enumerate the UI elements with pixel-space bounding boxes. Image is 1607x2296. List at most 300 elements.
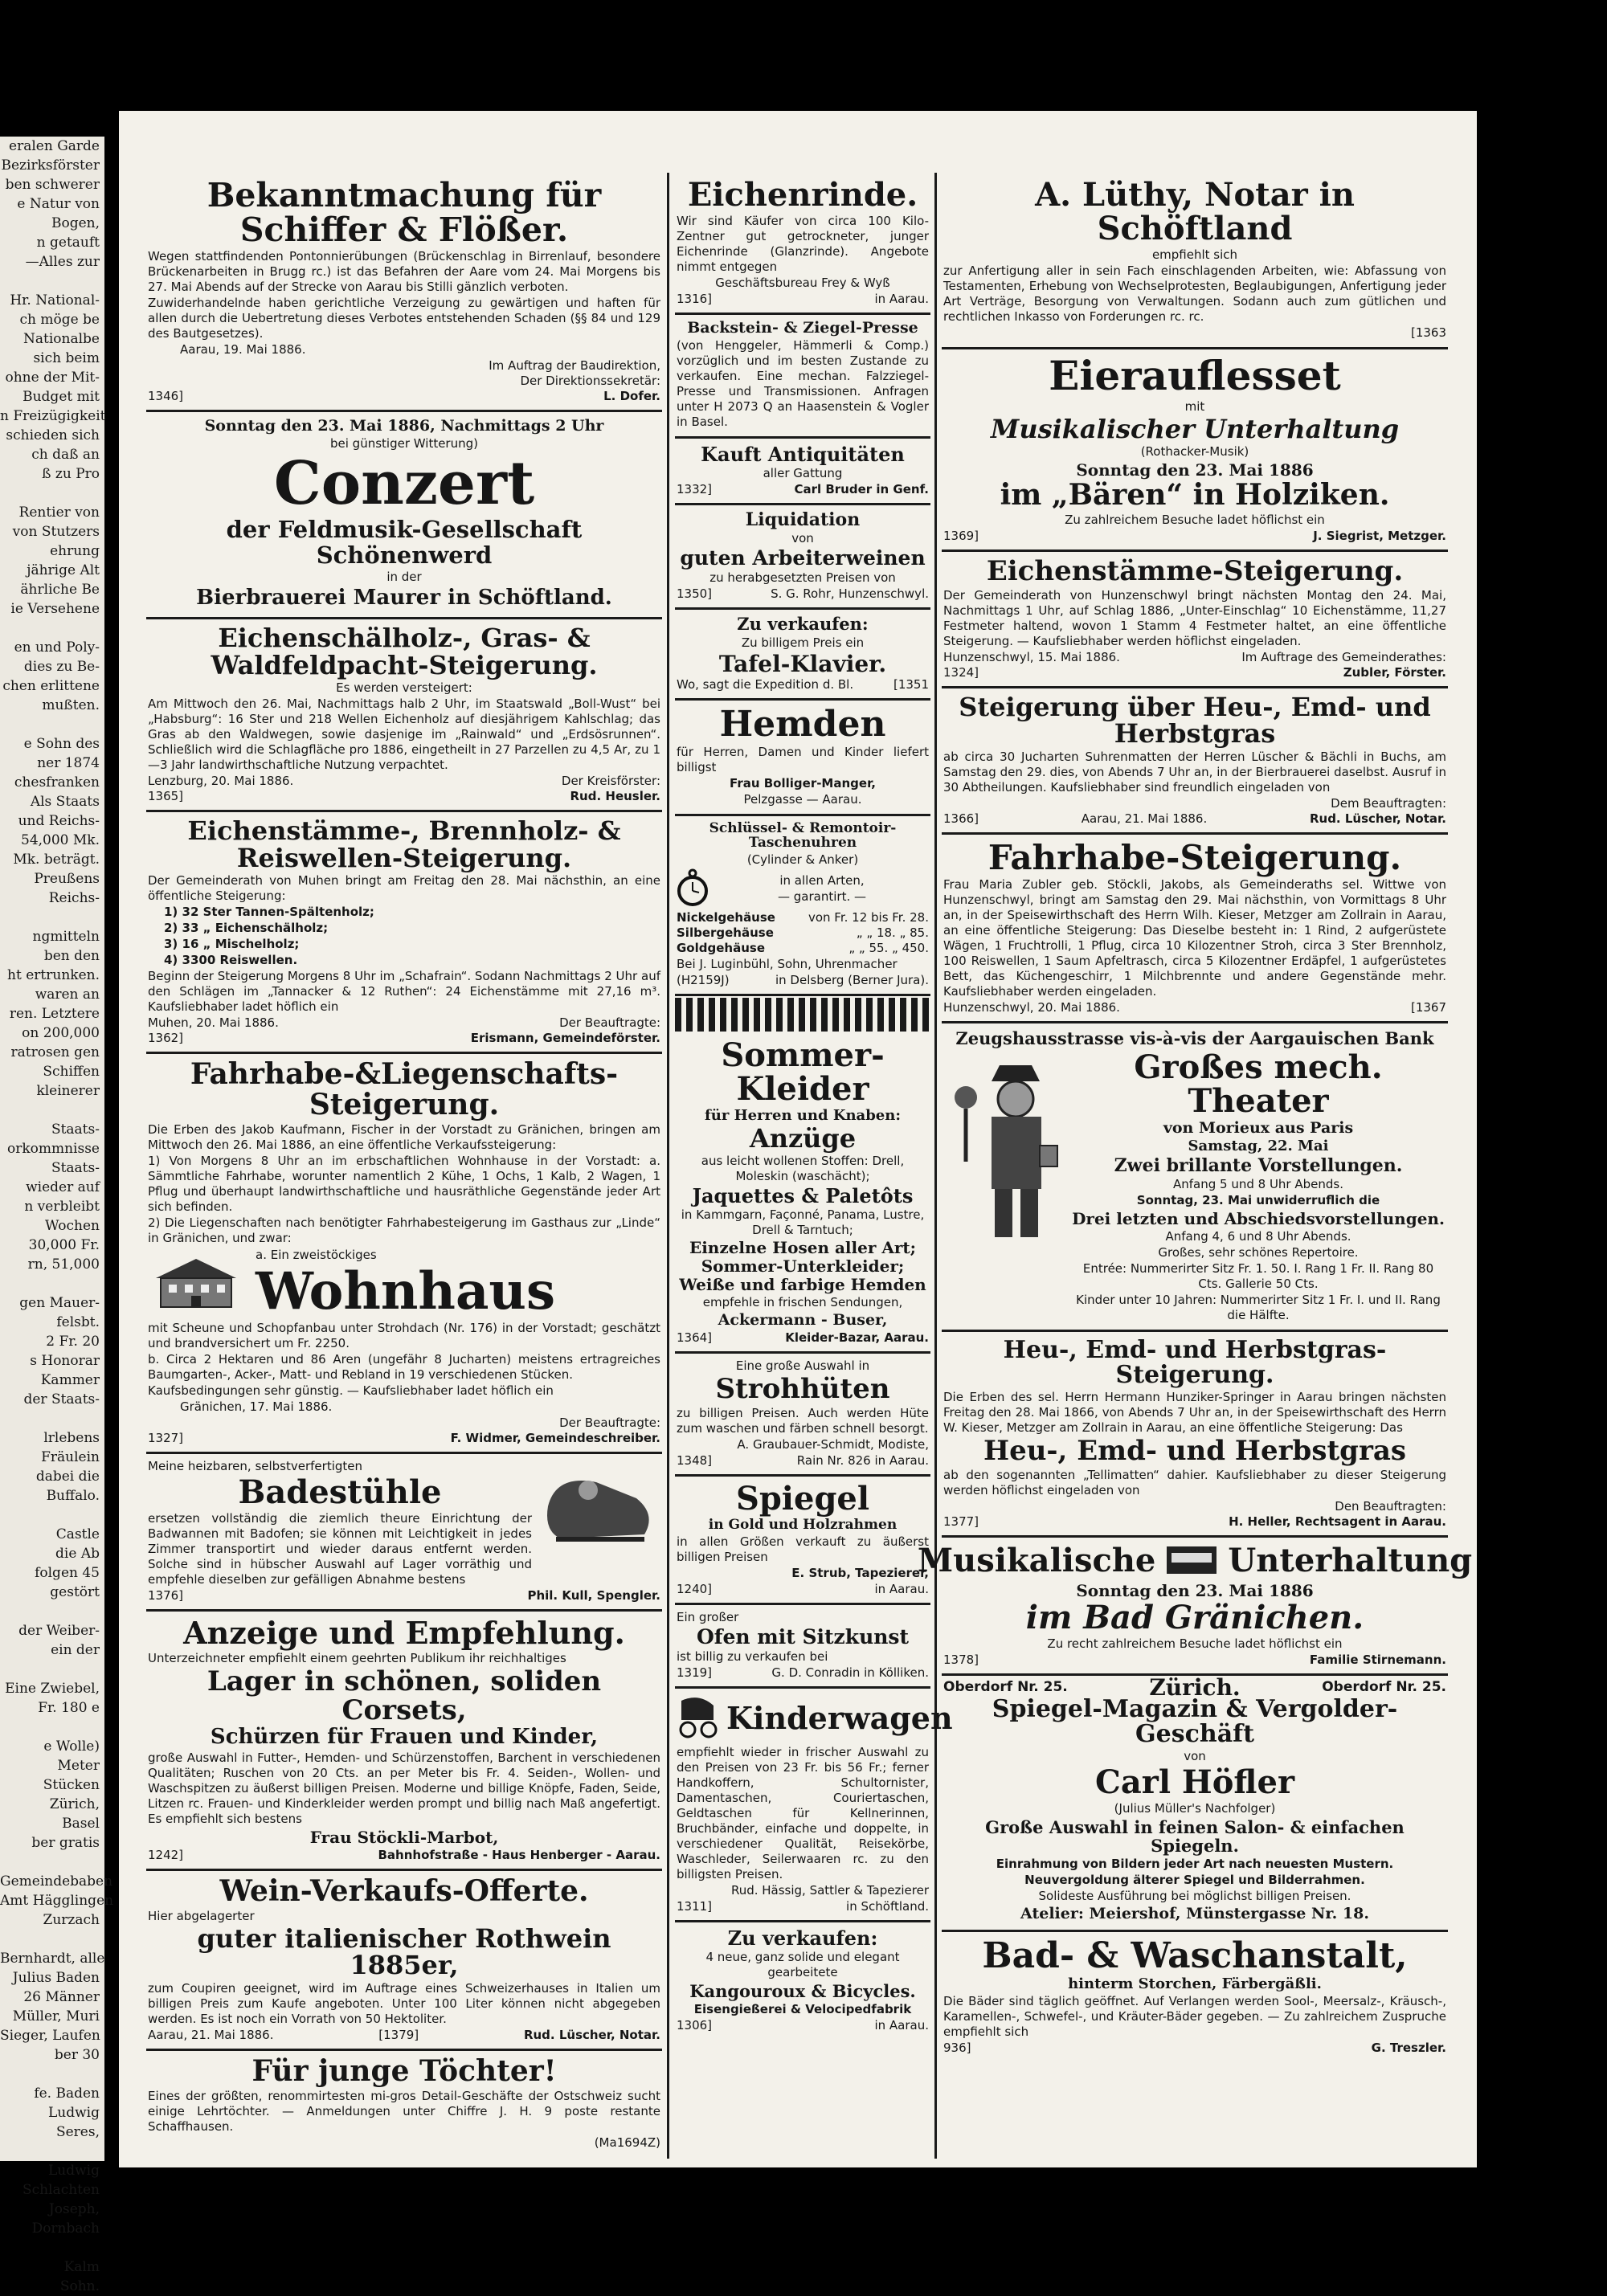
- ad-body: mit Scheune und Schopfanbau unter Strohdach (Nr. 176) in der Vorstadt; geschätzt und brandversichert um Fr. 2250.: [148, 1321, 660, 1351]
- ad-title: Spiegel-Magazin & Vergolder-Geschäft: [992, 1694, 1398, 1749]
- margin-text-line: ht ertrunken.: [7, 967, 100, 983]
- ad-title: Kinderwagen: [726, 1699, 953, 1736]
- ad-number: [1351: [893, 676, 929, 692]
- ad-subtitle: empfiehlt sich: [1151, 247, 1238, 262]
- margin-text-line: waren an: [35, 987, 100, 1003]
- pocket-watch-icon: [677, 868, 709, 910]
- ad-strohhuete: [675, 1354, 930, 1477]
- ad-big-line: Kangouroux & Bicycles.: [689, 1981, 916, 2002]
- margin-text-line: ren. Letztere: [9, 1006, 100, 1022]
- margin-text-line: [0, 484, 104, 503]
- margin-text-line: ein der: [51, 1642, 100, 1658]
- margin-text-line: e Wolle): [43, 1738, 100, 1755]
- margin-text-line: Zürich,: [49, 1796, 100, 1812]
- margin-text-line: ngmitteln: [32, 929, 100, 945]
- margin-text-line: [0, 1505, 104, 1525]
- ad-signature: Rud. Lüscher, Notar.: [1309, 811, 1446, 826]
- ad-kangouroux: [675, 1922, 930, 2039]
- margin-text-line: Buffalo.: [46, 1488, 100, 1504]
- ad-address: Kleider-Bazar, Aarau.: [785, 1330, 929, 1346]
- ad-number: 1378]: [943, 1652, 979, 1667]
- ad-title: Steigerung über Heu-, Emd- und Herbstgras: [959, 691, 1431, 750]
- ad-signature: Rud. Lüscher, Notar.: [523, 2027, 660, 2042]
- margin-text-line: Sohn.: [59, 2278, 100, 2294]
- margin-text-line: Reichs-: [48, 890, 100, 906]
- ad-eichenschaelholz: [146, 619, 662, 812]
- margin-text-line: Zurzach: [43, 1912, 100, 1928]
- ad-ziegelpresse: [675, 315, 930, 439]
- margin-text-line: ch daß an: [31, 447, 100, 463]
- ad-body: Am Mittwoch den 26. Mai, Nachmittags halb 2 Uhr, im Staatswald „Boll-Wust“ bei „Habsburg“: 16 Ster und 218 Wellen Eichenholz auf diesjährigem Kahlschlag; das Gras ab den Waldwegen, sowie dasjenige im „Rainwald“ und „Erdsösrunnen“. Schließlich wird die Schlagfläche pro 1886, eingetheilt in 27 Parzellen zu 4,5 Ar, zu 1—3 Jahr landwirthschaftliche Nutzung verpachtet.: [148, 697, 660, 773]
- ad-date: Aarau, 19. Mai 1886.: [180, 342, 306, 357]
- ad-number: [1367: [1410, 999, 1446, 1015]
- ad-big-line: Musikalischer Unterhaltung: [990, 413, 1400, 444]
- margin-text-line: Kalm: [63, 2259, 100, 2275]
- margin-text-line: ohne der Mit-: [5, 370, 100, 386]
- ad-date: Hunzenschwyl, 15. Mai 1886.: [943, 649, 1120, 664]
- ad-date: Sonntag den 23. Mai 1886: [1076, 1580, 1314, 1600]
- ad-theater: [942, 1023, 1448, 1332]
- margin-text-line: Fräulein: [41, 1449, 100, 1465]
- ad-signature: Eisengießerei & Velocipedfabrik: [693, 2002, 912, 2017]
- ad-lead: Meine heizbaren, selbstverfertigten: [148, 1459, 363, 1474]
- ad-subtitle: Zu billigem Preis ein: [741, 635, 865, 650]
- margin-text-line: chen erlittene: [2, 678, 100, 694]
- ad-signature: Rud. Hässig, Sattler & Tapezierer: [730, 1882, 929, 1898]
- ad-antiquitaeten: [675, 439, 930, 505]
- schedule-line: Großes, sehr schönes Repertoire.: [1158, 1244, 1359, 1260]
- ad-place: in Aarau.: [874, 2018, 929, 2033]
- margin-text-line: der Staats-: [23, 1391, 100, 1407]
- margin-text-line: Seres,: [55, 2124, 100, 2140]
- price-line: Entrée: Nummerirter Sitz Fr. 1. 50. I. Rang 1 Fr. II. Rang 80 Cts. Gallerie 50 Cts.: [1082, 1260, 1434, 1291]
- ad-title: Eichenstämme-, Brennholz- & Reiswellen-Steigerung.: [187, 815, 621, 873]
- ad-authority: Der Beauftragte:: [559, 1416, 660, 1431]
- ad-title: Fahrhabe-&Liegenschafts-Steigerung.: [190, 1057, 619, 1122]
- ad-musik-unterhaltung: [917, 1538, 1473, 1676]
- ad-signature: Rud. Heusler.: [570, 789, 660, 804]
- ad-number: 1346]: [148, 389, 184, 404]
- ad-place: Bierbrauerei Maurer in Schöftland.: [196, 586, 612, 611]
- column-rule: [934, 173, 937, 2159]
- margin-text-line: kleinerer: [36, 1083, 100, 1099]
- ad-date: Aarau, 21. Mai 1886.: [1081, 811, 1208, 826]
- margin-text-line: ch möge be: [19, 312, 100, 328]
- ad-title: A. Lüthy, Notar in Schöftland: [1035, 176, 1355, 247]
- margin-text-line: [0, 2238, 104, 2257]
- ad-taschenuhren: [675, 816, 930, 996]
- ad-subtitle: (Rothacker-Musik): [1140, 444, 1249, 460]
- margin-text-line: [0, 272, 104, 291]
- ornament-band: [675, 998, 930, 1032]
- margin-text-line: Nationalbe: [23, 331, 100, 347]
- ad-body: zum Coupiren geeignet, wird im Auftrage eines Schweizerhauses in Italien um billigen Preis zum Kaufe angeboten. Unter 100 Liter können nicht abgegeben werden. Es ist noch ein Vorrath von 50 Hektoliter.: [148, 1980, 660, 2026]
- ad-place: in Aarau.: [874, 1581, 929, 1596]
- margin-text-line: ehrung: [50, 543, 100, 559]
- ad-hoefler: [942, 1673, 1448, 1932]
- ad-authority: Der Beauftragte:: [559, 1015, 660, 1031]
- margin-text-line: Hr. National-: [10, 292, 100, 308]
- ad-number: 1316]: [677, 292, 713, 306]
- ad-big-line: guten Arbeiterweinen: [680, 546, 926, 570]
- ad-line: Einrahmung von Bildern jeder Art nach neuesten Mustern.: [996, 1856, 1394, 1871]
- margin-text-line: die Ab: [55, 1546, 100, 1562]
- ad-signature: A. Graubauer-Schmidt, Modiste,: [737, 1436, 929, 1452]
- ad-body: Wegen stattfindenden Pontonnierübungen (Brückenschlag in Birrenlauf, besondere Brückenarbeiten in Brugg rc.) ist das Befahren der Aare vom 24. Mai Morgens bis 27. Mai Abends auf der Strecke von Aarau bis Stilli gänzlich verboten.: [148, 249, 660, 295]
- ad-place: in Schöftland.: [846, 1898, 929, 1914]
- margin-text-line: von Stutzers: [12, 524, 100, 540]
- ad-intro: Die Erben des Jakob Kaufmann, Fischer in der Vorstadt zu Gränichen, bringen am Mittwoch den 26. Mai 1886, an eine öffentliche Verkaufssteigerung:: [148, 1122, 660, 1153]
- margin-text-line: Mk. beträgt.: [13, 852, 100, 868]
- ad-body: Zu recht zahlreichem Besuche ladet höflichst ein: [1047, 1636, 1343, 1651]
- ad-address: Oberdorf Nr. 25.: [943, 1678, 1068, 1695]
- margin-text-line: Schlachten: [22, 2182, 100, 2198]
- margin-text-line: Staats-: [51, 1160, 100, 1176]
- ad-signature: Ackermann - Buser,: [718, 1311, 888, 1330]
- ad-signature: Frau Bolliger-Manger,: [730, 776, 876, 791]
- ad-big-line: Einzelne Hosen aller Art;: [689, 1238, 917, 1258]
- margin-text-line: 2 Fr. 20: [46, 1334, 100, 1350]
- schedule-line: Anfang 4, 6 und 8 Uhr Abends.: [1165, 1228, 1351, 1244]
- ad-body: 4 neue, ganz solide und elegant gearbeitete: [705, 1950, 900, 1980]
- margin-text-line: n Freizügigkeit: [0, 408, 106, 424]
- margin-text-line: Meter: [57, 1758, 100, 1774]
- ad-title: Badestühle: [238, 1473, 442, 1512]
- list-item: 3) 16 „ Mischelholz;: [164, 937, 300, 952]
- margin-text-line: [0, 1853, 104, 1872]
- ad-big-line: Anzüge: [749, 1122, 857, 1154]
- ad-sommerkleider: [675, 1033, 930, 1354]
- ad-body: empfiehlt wieder in frischer Auswahl zu den Preisen von 23 Fr. bis 56 Fr.; ferner Handkoffern, Schultornister, Damentaschen, Couriertaschen, Geldtaschen für Kellnerinnen, Bruchbänder, einfache und doppelte, in verschiedener Qualität, Reisekörbe, Waschleder, Seilerwaaren rc. zu den billigsten Preisen.: [677, 1744, 929, 1881]
- ad-big-line: Tafel-Klavier.: [718, 650, 887, 677]
- ad-body: Die Bäder sind täglich geöffnet. Auf Verlangen werden Sool-, Meersalz-, Kräusch-, Karamellen-, Schwefel-, und Kräuter-Bäder gegeben. — Zu zahlreichem Zuspruche empfiehlt sich: [943, 1993, 1446, 2039]
- margin-text-line: ie Versehene: [10, 601, 100, 617]
- ad-date: Sonntag den 23. Mai 1886: [1076, 460, 1314, 480]
- ad-title: Anzeige und Empfehlung.: [183, 1615, 625, 1652]
- margin-text-line: folgen 45: [35, 1565, 100, 1581]
- margin-text-line: Ludwig: [48, 2163, 100, 2179]
- ad-eierauflesset: [942, 349, 1448, 552]
- ad-title: Für junge Töchter!: [251, 2053, 557, 2088]
- schedule-line: Sonntag, 23. Mai unwiderruflich die: [1136, 1192, 1380, 1207]
- ad-wein: [146, 1871, 662, 2051]
- ad-subtitle: der Feldmusik-Gesellschaft Schönenwerd: [226, 515, 583, 569]
- ad-title: Unterhaltung: [1228, 1541, 1473, 1579]
- margin-text-line: [0, 2142, 104, 2161]
- ad-signature: G. Treszler.: [1371, 2040, 1446, 2055]
- bathchair-illustration: [540, 1458, 660, 1588]
- ad-number: 1362]: [148, 1031, 184, 1046]
- ad-title: Conzert: [273, 448, 535, 518]
- ad-number: 1377]: [943, 1514, 979, 1529]
- ad-body: aus leicht wollenen Stoffen: Drell, Moleskin (waschächt);: [701, 1154, 905, 1184]
- margin-text-line: n verbleibt: [24, 1199, 100, 1215]
- margin-text-line: 30,000 Fr.: [28, 1237, 100, 1253]
- ad-number: 1311]: [677, 1898, 713, 1914]
- ad-date: Hunzenschwyl, 20. Mai 1886.: [943, 999, 1120, 1015]
- ad-title: Schlüssel- & Remontoir-Taschenuhren: [709, 820, 897, 851]
- ad-number: 1366]: [943, 811, 979, 826]
- ad-big-line: Carl Höfler: [1094, 1763, 1295, 1801]
- ad-signature: H. Heller, Rechtsagent in Aarau.: [1229, 1514, 1446, 1529]
- ad-place: im „Bären“ in Holziken.: [1000, 478, 1390, 513]
- ad-body: Die Erben des sel. Herrn Hermann Hunziker-Springer in Aarau bringen nächsten Freitag den 28. Mai 1866, von Abends 7 Uhr an, in der Speisewirthschaft des Herrn W. Kieser, Metzger am Zollrain in Aarau, an eine öffentliche Steigerung: Das: [943, 1389, 1446, 1435]
- margin-text-line: Kammer: [40, 1372, 100, 1388]
- ad-body: zu billigen Preisen. Auch werden Hüte zum waschen und färben schnell besorgt.: [677, 1405, 929, 1436]
- ad-title: Heu-, Emd- und Herbstgras-Steigerung.: [1003, 1335, 1387, 1390]
- margin-text-line: Joseph,: [48, 2201, 100, 2217]
- margin-text-line: [0, 1660, 104, 1679]
- ad-lead: Ein großer: [677, 1609, 739, 1624]
- ad-kinderwagen: [675, 1689, 953, 1922]
- ad-authority: Der Kreisförster:: [561, 774, 660, 789]
- margin-text-line: Schiffen: [43, 1064, 100, 1080]
- ad-title: Backstein- & Ziegel-Presse: [687, 319, 918, 337]
- margin-text-line: rn, 51,000: [27, 1256, 100, 1273]
- house-illustration: [148, 1254, 244, 1313]
- ad-big-line: Weiße und farbige Hemden: [679, 1275, 926, 1295]
- margin-text-line: [0, 715, 104, 734]
- margin-text-line: mußten.: [42, 697, 100, 713]
- list-item: 1) 32 Ster Tannen-Spältenholz;: [164, 905, 374, 920]
- ad-body: Wir sind Käufer von circa 100 Kilo-Zentner gut getrockneter, junger Eichenrinde (Glanzrinde). Angebote nimmt entgegen: [677, 214, 929, 274]
- ad-address: Pelzgasse — Aarau.: [743, 792, 862, 807]
- left-margin-column: [0, 137, 114, 2294]
- ad-body: ab circa 30 Jucharten Suhrenmatten der Herren Lüscher & Bächli in Buchs, am Samstag den 29. dies, von Abends 7 Uhr an, in der Bierbrauerei daselbst. Ausruf in 30 Abtheilungen. Kaufsliebhaber sind freundlich eingeladen von: [943, 749, 1446, 795]
- ad-eichenstaemme: [942, 552, 1448, 688]
- ad-badestuehle: [146, 1454, 662, 1612]
- ad-title: Ofen mit Sitzkunst: [696, 1624, 910, 1648]
- margin-text-line: chesfranken: [14, 774, 100, 791]
- margin-text-line: dabei die: [35, 1469, 100, 1485]
- ad-body: 2) Die Liegenschaften nach benötigter Fahrhabesteigerung im Gasthaus zur „Linde“ in Gränichen, und zwar:: [148, 1215, 660, 1246]
- list-item: 2) 33 „ Eichenschälholz;: [164, 921, 329, 936]
- ad-number: 1324]: [943, 664, 979, 680]
- margin-text-line: [0, 619, 104, 638]
- ad-body: Frau Maria Zubler geb. Stöckli, Jakobs, als Gemeinderaths sel. Wittwe von Hunzenschwyl, bringt am Samstag den 29. Mai nächsthin, von Vormittags 8 Uhr an, in der Speisewirthschaft des Herrn Wilh. Kieser, Metzger am Zollrain in Aarau, an eine öffentliche Steigerung: Das Dieselbe besteht in: 1 Rind, 2 aufgerüstete Wägen, 1 Fruchtrolli, 1 Pflug, circa 10 Kilozentner Stroh, circa 3 Ster Brennholz, 100 Reiswellen, 1 Saum Apfeltrasch, circa 5 Kilozentner Erdäpfel, 1 aufgerüstetes Bett, das Küchengeschirr, 1 Milchbrennte und andere Gegenstände mehr. Kaufsliebhaber werden eingeladen.: [943, 876, 1446, 999]
- ad-number: 1319]: [677, 1665, 713, 1680]
- schedule-line: Samstag, 22. Mai: [1188, 1137, 1329, 1154]
- ad-signature: F. Widmer, Gemeindeschreiber.: [450, 1431, 660, 1446]
- list-item: 4) 3300 Reiswellen.: [164, 953, 298, 968]
- ad-signature: L. Dofer.: [603, 389, 660, 404]
- ad-line: Solideste Ausführung bei möglichst billigen Preisen.: [1038, 1888, 1351, 1903]
- price-line: Kinder unter 10 Jahren: Nummerirter Sitz 1 Fr. I. und II. Rang die Hälfte.: [1076, 1292, 1441, 1322]
- ad-subtitle: für Herren und Knaben:: [704, 1106, 901, 1124]
- ad-body: b. Circa 2 Hektaren und 86 Aren (ungefähr 8 Jucharten) meistens ertragreiches Baumgarten-, Acker-, Matt- und Rebland in 19 verschiedenen Stücken.: [148, 1352, 660, 1383]
- ad-date: Gränichen, 17. Mai 1886.: [180, 1399, 333, 1415]
- ad-subtitle: (Julius Müller's Nachfolger): [1114, 1800, 1276, 1816]
- schedule-line: Drei letzten und Abschiedsvorstellungen.: [1072, 1208, 1445, 1228]
- margin-text-line: Amt Hägglingen: [0, 1893, 114, 1909]
- margin-text-line: Bogen,: [51, 215, 100, 231]
- ad-date: Aarau, 21. Mai 1886.: [148, 2027, 274, 2042]
- ad-subtitle: — garantirt. —: [778, 889, 866, 905]
- ad-body: ersetzen vollständig die ziemlich theure Einrichtung der Badwannen mit Badofen; sie können mit Leichtigkeit in jedes Zimmer transportirt und wieder daraus entfernt werden. Solche sind in hübscher Auswahl auf Lager vorräthig und empfehle dieselben zur gefälligen Abnahme bestens: [148, 1511, 532, 1587]
- ad-subtitle: in Gold und Holzrahmen: [708, 1516, 898, 1533]
- margin-text-line: —Alles zur: [25, 254, 100, 270]
- ad-body: Eines der größten, renommirtesten mi-gros Detail-Geschäfte der Ostschweiz sucht einige Lehrtöchter. — Anmeldungen unter Chiffre J. H. 9 poste restante Schaffhausen.: [148, 2088, 660, 2134]
- ad-body: zur Anfertigung aller in sein Fach einschlagenden Arbeiten, wie: Abfassung von Testamenten, Erhebung von Wechselprotesten, Beglaubigungen, Anfertigung jeder Art Verträge, Besorgung von Verwaltungen. Sodann auch zum gütlichen und rechtlichen Inkasso von Forderungen rc. rc.: [943, 264, 1446, 324]
- margin-text-line: Basel: [62, 1816, 100, 1832]
- ad-body: in allen Größen verkauft zu äußerst billigen Preisen: [677, 1534, 929, 1564]
- ad-schiffer: [146, 173, 662, 412]
- ad-body: für Herren, Damen und Kinder liefert billigst: [677, 745, 929, 775]
- price-row: Nickelgehäuse von Fr. 12 bis Fr. 28.: [677, 909, 929, 925]
- column-right: [917, 173, 1473, 2159]
- ad-number: (Ma1694Z): [594, 2135, 660, 2150]
- ad-title: Eichenrinde.: [687, 176, 918, 214]
- ad-big-line: Heu-, Emd- und Herbstgras: [983, 1434, 1407, 1467]
- margin-text-line: [0, 1930, 104, 1949]
- ad-note: mit: [1184, 398, 1205, 414]
- ad-number: 936]: [943, 2040, 971, 2055]
- ad-bad-waschanstalt: [942, 1932, 1448, 2061]
- margin-text-line: eralen Garde: [9, 138, 100, 154]
- ad-signature: S. G. Rohr, Hunzenschwyl.: [771, 586, 929, 602]
- ad-body: ab den sogenannten „Tellimatten“ dahier. Kaufsliebhaber zu dieser Steigerung werden höflichst eingeladen von: [943, 1467, 1446, 1497]
- column-middle: [675, 173, 953, 2159]
- ad-signature: J. Siegrist, Metzger.: [1313, 528, 1446, 543]
- ad-line: Neuvergoldung älterer Spiegel und Bilderrahmen.: [1024, 1872, 1365, 1887]
- ad-heu-emd: [942, 1332, 1448, 1538]
- margin-text-line: [0, 1602, 104, 1621]
- ad-number: 1376]: [148, 1588, 184, 1604]
- margin-text-line: Stücken: [43, 1777, 100, 1793]
- ad-address: Rain Nr. 826 in Aarau.: [796, 1452, 929, 1468]
- margin-text-line: jährige Alt: [27, 562, 100, 578]
- margin-text-line: Wochen: [44, 1218, 100, 1234]
- ad-body: zu herabgesetzten Preisen von: [709, 570, 896, 586]
- margin-text-line: Ludwig: [48, 2105, 100, 2121]
- margin-text-line: Budget mit: [22, 389, 100, 405]
- margin-text-line: Gemeindebaben: [0, 1873, 113, 1890]
- ad-body: a. Ein zweistöckiges: [256, 1248, 377, 1263]
- margin-text-line: der Weiber-: [18, 1623, 100, 1639]
- ad-subtitle: (Cylinder & Anker): [746, 852, 859, 867]
- ad-toechter: [146, 2051, 662, 2157]
- ad-hemden: [675, 701, 930, 816]
- ad-title: Fahrhabe-Steigerung.: [988, 837, 1402, 877]
- margin-text-line: ß zu Pro: [42, 466, 100, 482]
- ad-subtitle: aller Gattung: [763, 466, 843, 481]
- ad-body: ist billig zu verkaufen bei: [677, 1648, 828, 1664]
- ad-intro: Es werden versteigert:: [336, 680, 472, 696]
- ad-title: Bad- & Waschanstalt,: [982, 1934, 1408, 1976]
- ad-number: [1379]: [378, 2027, 419, 2042]
- schedule-line: Anfang 5 und 8 Uhr Abends.: [1172, 1176, 1343, 1191]
- margin-text-line: Castle: [55, 1526, 100, 1542]
- ad-fahrhabe-steigerung: [942, 835, 1448, 1023]
- margin-text-line: en und Poly-: [14, 639, 100, 656]
- price-row: Silbergehäuse „ „ 18. „ 85.: [677, 925, 929, 940]
- margin-text-line: ben schwerer: [5, 177, 100, 193]
- ad-body: Beginn der Steigerung Morgens 8 Uhr im „Schafrain“. Sodann Nachmittags 2 Uhr auf den Schlägen im „Tannacker & 12 Ruthen“: 24 Eichenstämme mit 27,16 m³. Kaufsliebhaber ladet höflich ein: [148, 969, 660, 1015]
- margin-text-line: schieden sich: [6, 427, 100, 443]
- ad-signature: Frau Stöckli-Marbot,: [309, 1827, 499, 1847]
- ad-number: (H2159J): [677, 972, 730, 987]
- ad-number: 1364]: [677, 1330, 713, 1346]
- margin-text-line: Eine Zwiebel,: [5, 1681, 100, 1697]
- ad-body: empfehle in frischen Sendungen,: [702, 1295, 903, 1310]
- ad-header-line: Zeugshausstrasse vis-à-vis der Aargauischen Bank: [955, 1027, 1434, 1048]
- ad-number: 1242]: [148, 1847, 184, 1862]
- ad-date: Sonntag den 23. Mai 1886, Nachmittags 2 Uhr: [204, 417, 604, 435]
- margin-text-line: orkommnisse: [6, 1141, 100, 1157]
- ad-line: Große Auswahl in feinen Salon- & einfachen Spiegeln.: [985, 1816, 1405, 1856]
- ad-body: Zu zahlreichem Besuche ladet höflichst ein: [1065, 512, 1325, 527]
- ad-address: Oberdorf Nr. 25.: [1322, 1678, 1446, 1695]
- margin-text-line: on 200,000: [22, 1025, 100, 1041]
- margin-text-line: Als Staats: [30, 794, 100, 810]
- ad-title: Eichenstämme-Steigerung.: [986, 554, 1404, 587]
- price-row: Goldgehäuse „ „ 55. „ 450.: [677, 940, 929, 955]
- margin-text-line: Julius Baden: [12, 1970, 100, 1986]
- ad-big-line: Schürzen für Frauen und Kinder,: [210, 1725, 599, 1750]
- ad-note: von: [1184, 1748, 1206, 1763]
- ad-big-line: guter italienischer Rothwein 1885er,: [197, 1922, 611, 1981]
- ad-title: Spiegel: [735, 1479, 870, 1518]
- margin-text-line: 54,000 Mk.: [21, 832, 100, 848]
- margin-text-line: dies zu Be-: [23, 659, 100, 675]
- ad-number: 1306]: [677, 2018, 713, 2033]
- ad-signature: Erismann, Gemeindeförster.: [470, 1031, 660, 1046]
- margin-text-line: [0, 1101, 104, 1120]
- ad-title: Bekanntmachung für Schiffer & Flößer.: [206, 176, 602, 250]
- margin-text-line: [0, 1409, 104, 1428]
- margin-text-line: e Natur von: [17, 196, 100, 212]
- ad-spiegel: [675, 1477, 930, 1605]
- ad-place: in Aarau.: [874, 292, 929, 306]
- margin-text-line: Rentier von: [18, 505, 100, 521]
- ad-place: im Bad Gränichen.: [1025, 1598, 1364, 1636]
- margin-text-line: ber gratis: [31, 1835, 100, 1851]
- margin-text-line: wieder auf: [26, 1179, 100, 1195]
- margin-text-line: s Honorar: [30, 1353, 100, 1369]
- margin-text-line: Bernhardt, alle: [0, 1951, 105, 1967]
- ad-title: Hemden: [719, 703, 886, 745]
- margin-text-line: ber 30: [54, 2047, 100, 2063]
- margin-text-line: ährliche Be: [20, 582, 100, 598]
- ad-liquidation: [675, 505, 930, 610]
- ad-number: 1332]: [677, 482, 713, 497]
- ad-signature: Familie Stirnemann.: [1309, 1652, 1446, 1667]
- ad-note: in der: [386, 570, 422, 585]
- ad-title: Strohhüten: [715, 1373, 890, 1406]
- ad-signature: Phil. Kull, Spengler.: [527, 1588, 660, 1604]
- ad-title: Sommer-Kleider: [721, 1036, 885, 1108]
- ad-title: Eierauflesset: [1049, 352, 1341, 399]
- ad-address: Bahnhofstraße - Haus Henberger - Aarau.: [378, 1847, 660, 1862]
- margin-text-line: Sieger, Laufen: [0, 2028, 100, 2044]
- column-left: [146, 173, 662, 2159]
- ad-number: 1365]: [148, 789, 184, 804]
- margin-text-line: sich beim: [33, 350, 100, 366]
- ad-title: Kauft Antiquitäten: [701, 442, 905, 466]
- margin-text-line: Bezirksförster: [1, 157, 100, 174]
- ad-title: Großes mech. Theater: [1134, 1048, 1383, 1120]
- puppet-illustration: [943, 1049, 1064, 1324]
- ad-body: Kaufsbedingungen sehr günstig. — Kaufsliebhaber ladet höflich ein: [148, 1383, 554, 1399]
- ad-authority: Im Auftrage des Gemeinderathes:: [1241, 649, 1446, 664]
- ad-title: Wein-Verkaufs-Offerte.: [219, 1873, 589, 1908]
- margin-text-line: gestört: [50, 1584, 100, 1600]
- ad-eichenrinde: [675, 173, 930, 315]
- margin-text-line: Fr. 180 e: [38, 1700, 100, 1716]
- ad-title: Zu verkaufen:: [737, 614, 869, 635]
- ad-brennholz: [146, 812, 662, 1054]
- margin-text-line: [0, 2065, 104, 2084]
